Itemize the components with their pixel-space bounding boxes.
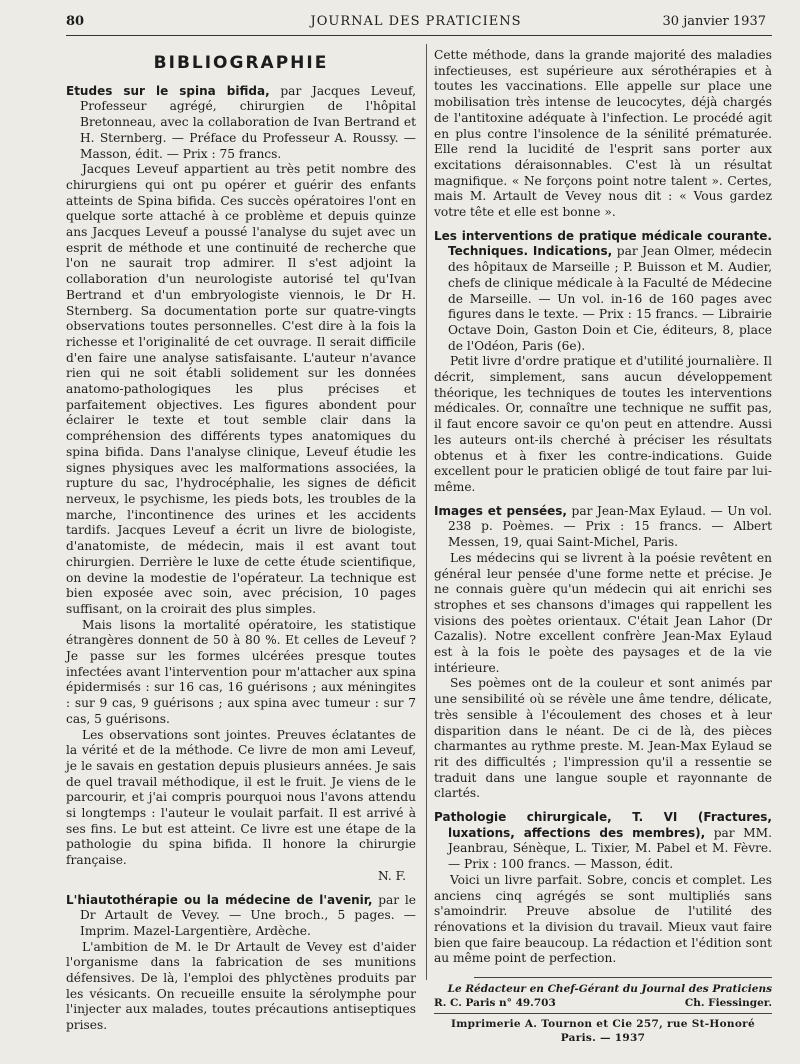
review-heading-images-pensees [434, 504, 772, 551]
review-paragraph: Cette méthode, dans la grande majorité des maladies infectieuses, est supérieure aux sérothérapies et à toutes les vaccinations. Elle appelle sur place une mobilisation très intense de leucocytes, déjà chargés de l'antitoxine adéquate à l'infection. Le procédé agit en plus contre l'insolence de la sénilité prématurée. Elle rend la lucidité de l'esprit sans porter aux excitations déraisonnables. C'est là un résultat magnifique. « Ne forçons point notre talent ». Certes, mais M. Artault de Vevey nous dit : « Vous gardez votre tête et elle est bonne ». [434, 48, 772, 220]
editor-name: Ch. Fiessinger. [684, 997, 772, 1010]
page-header [66, 14, 766, 36]
review-heading-hiautotherapie [66, 893, 416, 940]
review-signature: N. F. [377, 868, 406, 883]
column-divider [426, 44, 427, 980]
review-meta: par Jean-Max Eylaud. — Un vol. 238 p. Poèmes. — Prix : 15 francs. — Albert Messen, 19, quai Saint-Michel, Paris. [448, 503, 772, 550]
printer-line: Imprimerie A. Tournon et Cie 257, rue St-Honoré Paris. — 1937 [451, 1018, 755, 1045]
left-column [66, 48, 416, 1034]
section-title: BIBLIOGRAPHIE [153, 53, 329, 73]
review-paragraph: Ses poèmes ont de la couleur et sont animés par une sensibilité où se révèle une âme tendre, délicate, très sensible à l'écoulement des choses et à leur disparition dans le néant. De ci de là, des pièces charmantes au rythme preste. M. Jean-Max Eylaud se rit des difficultés ; l'impression qu'il a ressentie se traduit dans une langue souple et rayonnante de clartés. [434, 676, 772, 801]
header-rule [66, 35, 772, 36]
review-meta: par Jacques Leveuf, Professeur agrégé, chirurgien de l'hôpital Bretonneau, avec la collaboration de Ivan Bertrand et H. Sternberg. — Préface du Professeur A. Roussy. — Masson, édit. — Prix : 75 francs. [80, 83, 417, 161]
journal-title: JOURNAL DES PRATICIENS [310, 14, 522, 29]
review-heading-interventions [434, 229, 772, 355]
registration-line [434, 996, 772, 1010]
registration-number: R. C. Paris n° 49.703 [434, 997, 556, 1010]
review-heading-spina-bifida [66, 84, 416, 163]
imprint-footer [434, 982, 772, 1045]
footer-rule [474, 977, 772, 978]
review-paragraph: Jacques Leveuf appartient au très petit nombre des chirurgiens qui ont pu opérer et guérir des enfants atteints de Spina bifida. Ces succès opératoires l'ont en quelque sorte attaché à ce problème et depuis quinze ans Jacques Leveuf a poussé l'analyse du sujet avec un esprit de méthode et une continuité de recherche que l'on ne saurait trop admirer. Il s'est adjoint la collaboration d'un neurologiste autorisé tel qu'Ivan Bertrand et d'un embryologiste viennois, le Dr H. Sternberg. Sa documentation porte sur quatre-vingts observations toutes personnelles. C'est dire à la fois la richesse et l'originalité de cet ouvrage. Il serait difficile d'en faire une analyse satisfaisante. L'auteur n'avance rien qui ne soit établi solidement sur les données anatomo-pathologiques les plus précises et parfaitement objectives. Les figures abondent pour éclairer le texte et tout semble clair dans la compréhension des différents types anatomiques du spina bifida. Dans l'analyse clinique, Leveuf étudie les signes physiques avec les malformations associées, la rupture du sac, l'hydrocéphalie, les signes de déficit nerveux, le psychisme, les pieds bots, les troubles de la marche, l'incontinence des urines et les accidents tardifs. Jacques Leveuf a écrit un livre de biologiste, d'anatomiste, de médecin, mais il est avant tout chirurgien. Derrière le luxe de cette étude scientifique, on devine la modestie de l'opérateur. La technique est bien exposée avec soin, avec précision, 10 pages suffisant, on la croirait des plus simples. [66, 162, 416, 616]
review-title: Etudes sur le spina bifida, [66, 83, 270, 98]
review-paragraph: Petit livre d'ordre pratique et d'utilité journalière. Il décrit, simplement, sans aucun développement théorique, les techniques de toutes les interventions médicales. Or, connaître une technique ne suffit pas, il faut encore savoir ce qu'on peut en attendre. Aussi les auteurs ont-ils cherché à préciser les résultats obtenus et à fixer les contre-indications. Guide excellent pour le praticien obligé de tout faire par lui-même. [434, 354, 772, 494]
issue-date: 30 janvier 1937 [662, 14, 766, 29]
review-meta: par MM. Jeanbrau, Sénèque, L. Tixier, M. Pabel et M. Fèvre. — Prix : 100 francs. — Masson, édit. [448, 825, 772, 872]
footer-divider [434, 1013, 772, 1014]
review-meta: par Jean Olmer, médecin des hôpitaux de Marseille ; P. Buisson et M. Audier, chefs de clinique médicale à la Faculté de Médecine de Marseille. — Un vol. in-16 de 160 pages avec figures dans le texte. — Prix : 15 francs. — Librairie Octave Doin, Gaston Doin et Cie, éditeurs, 8, place de l'Odéon, Paris (6e). [448, 244, 773, 353]
review-title: Images et pensées, [434, 503, 567, 518]
page-number: 80 [66, 14, 85, 29]
review-paragraph: Voici un livre parfait. Sobre, concis et complet. Les anciens cinq agrégés se sont multipliés sans s'amoindrir. Preuve absolue de l'utilité des rénovations et la division du travail. Mieux vaut faire bien que faire beaucoup. La rédaction et l'édition sont au même point de perfection. [434, 872, 772, 966]
review-meta: par le Dr Artault de Vevey. — Une broch., 5 pages. — Imprim. Mazel-Largentière, Ardèche. [80, 892, 417, 938]
review-heading-pathologie [434, 810, 772, 873]
right-column [434, 48, 772, 1045]
review-paragraph: L'ambition de M. le Dr Artault de Vevey est d'aider l'organisme dans la fabrication de ses munitions défensives. De là, l'emploi des phlyctènes produits par les vésicants. On recueille ensuite la sérolymphe pour l'injecter aux malades, toutes précautions antiseptiques prises. [66, 939, 416, 1033]
review-title: Pathologie chirurgicale, T. VI (Fractures, luxations, affections des membres), [434, 810, 772, 840]
review-title: L'hiautothérapie ou la médecine de l'avenir, [66, 892, 373, 907]
review-paragraph: Mais lisons la mortalité opératoire, les statistique étrangères donnent de 50 à 80 %. Et celles de Leveuf ? Je passe sur les formes ulcérées presque toutes infectées avant l'intervention pour m'attacher aux spina épidermisés : sur 16 cas, 16 guérisons ; aux méningites : sur 9 cas, 9 guérisons ; aux spina avec tumeur : sur 7 cas, 5 guérisons. [66, 617, 416, 726]
editor-line: Le Rédacteur en Chef-Gérant du Journal des Praticiens [447, 983, 772, 996]
review-paragraph: Les médecins qui se livrent à la poésie revêtent en général leur pensée d'une forme nette et précise. Je ne connais guère qu'un médecin qui ait enrichi ses strophes et ses chansons d'images qui rappellent les visions des poètes orientaux. C'était Jean Lahor (Dr Cazalis). Notre excellent confrère Jean-Max Eylaud est à la fois le poète des paysages et de la vie intérieure. [434, 550, 772, 675]
review-title: Les interventions de pratique médicale courante. Techniques. Indications, [434, 228, 772, 259]
review-paragraph: Les observations sont jointes. Preuves éclatantes de la vérité et de la méthode. Ce livre de mon ami Leveuf, je le savais en gestation depuis plusieurs années. Je sais de quel travail méthodique, il est le fruit. Je viens de le parcourir, et j'ai compris pourquoi nous l'avons attendu si longtemps : l'auteur le voulait parfait. Il est arrivé à ses fins. Le but est atteint. Ce livre est une étape de la pathologie du spina bifida. Il honore la chirurgie française. [66, 727, 416, 868]
